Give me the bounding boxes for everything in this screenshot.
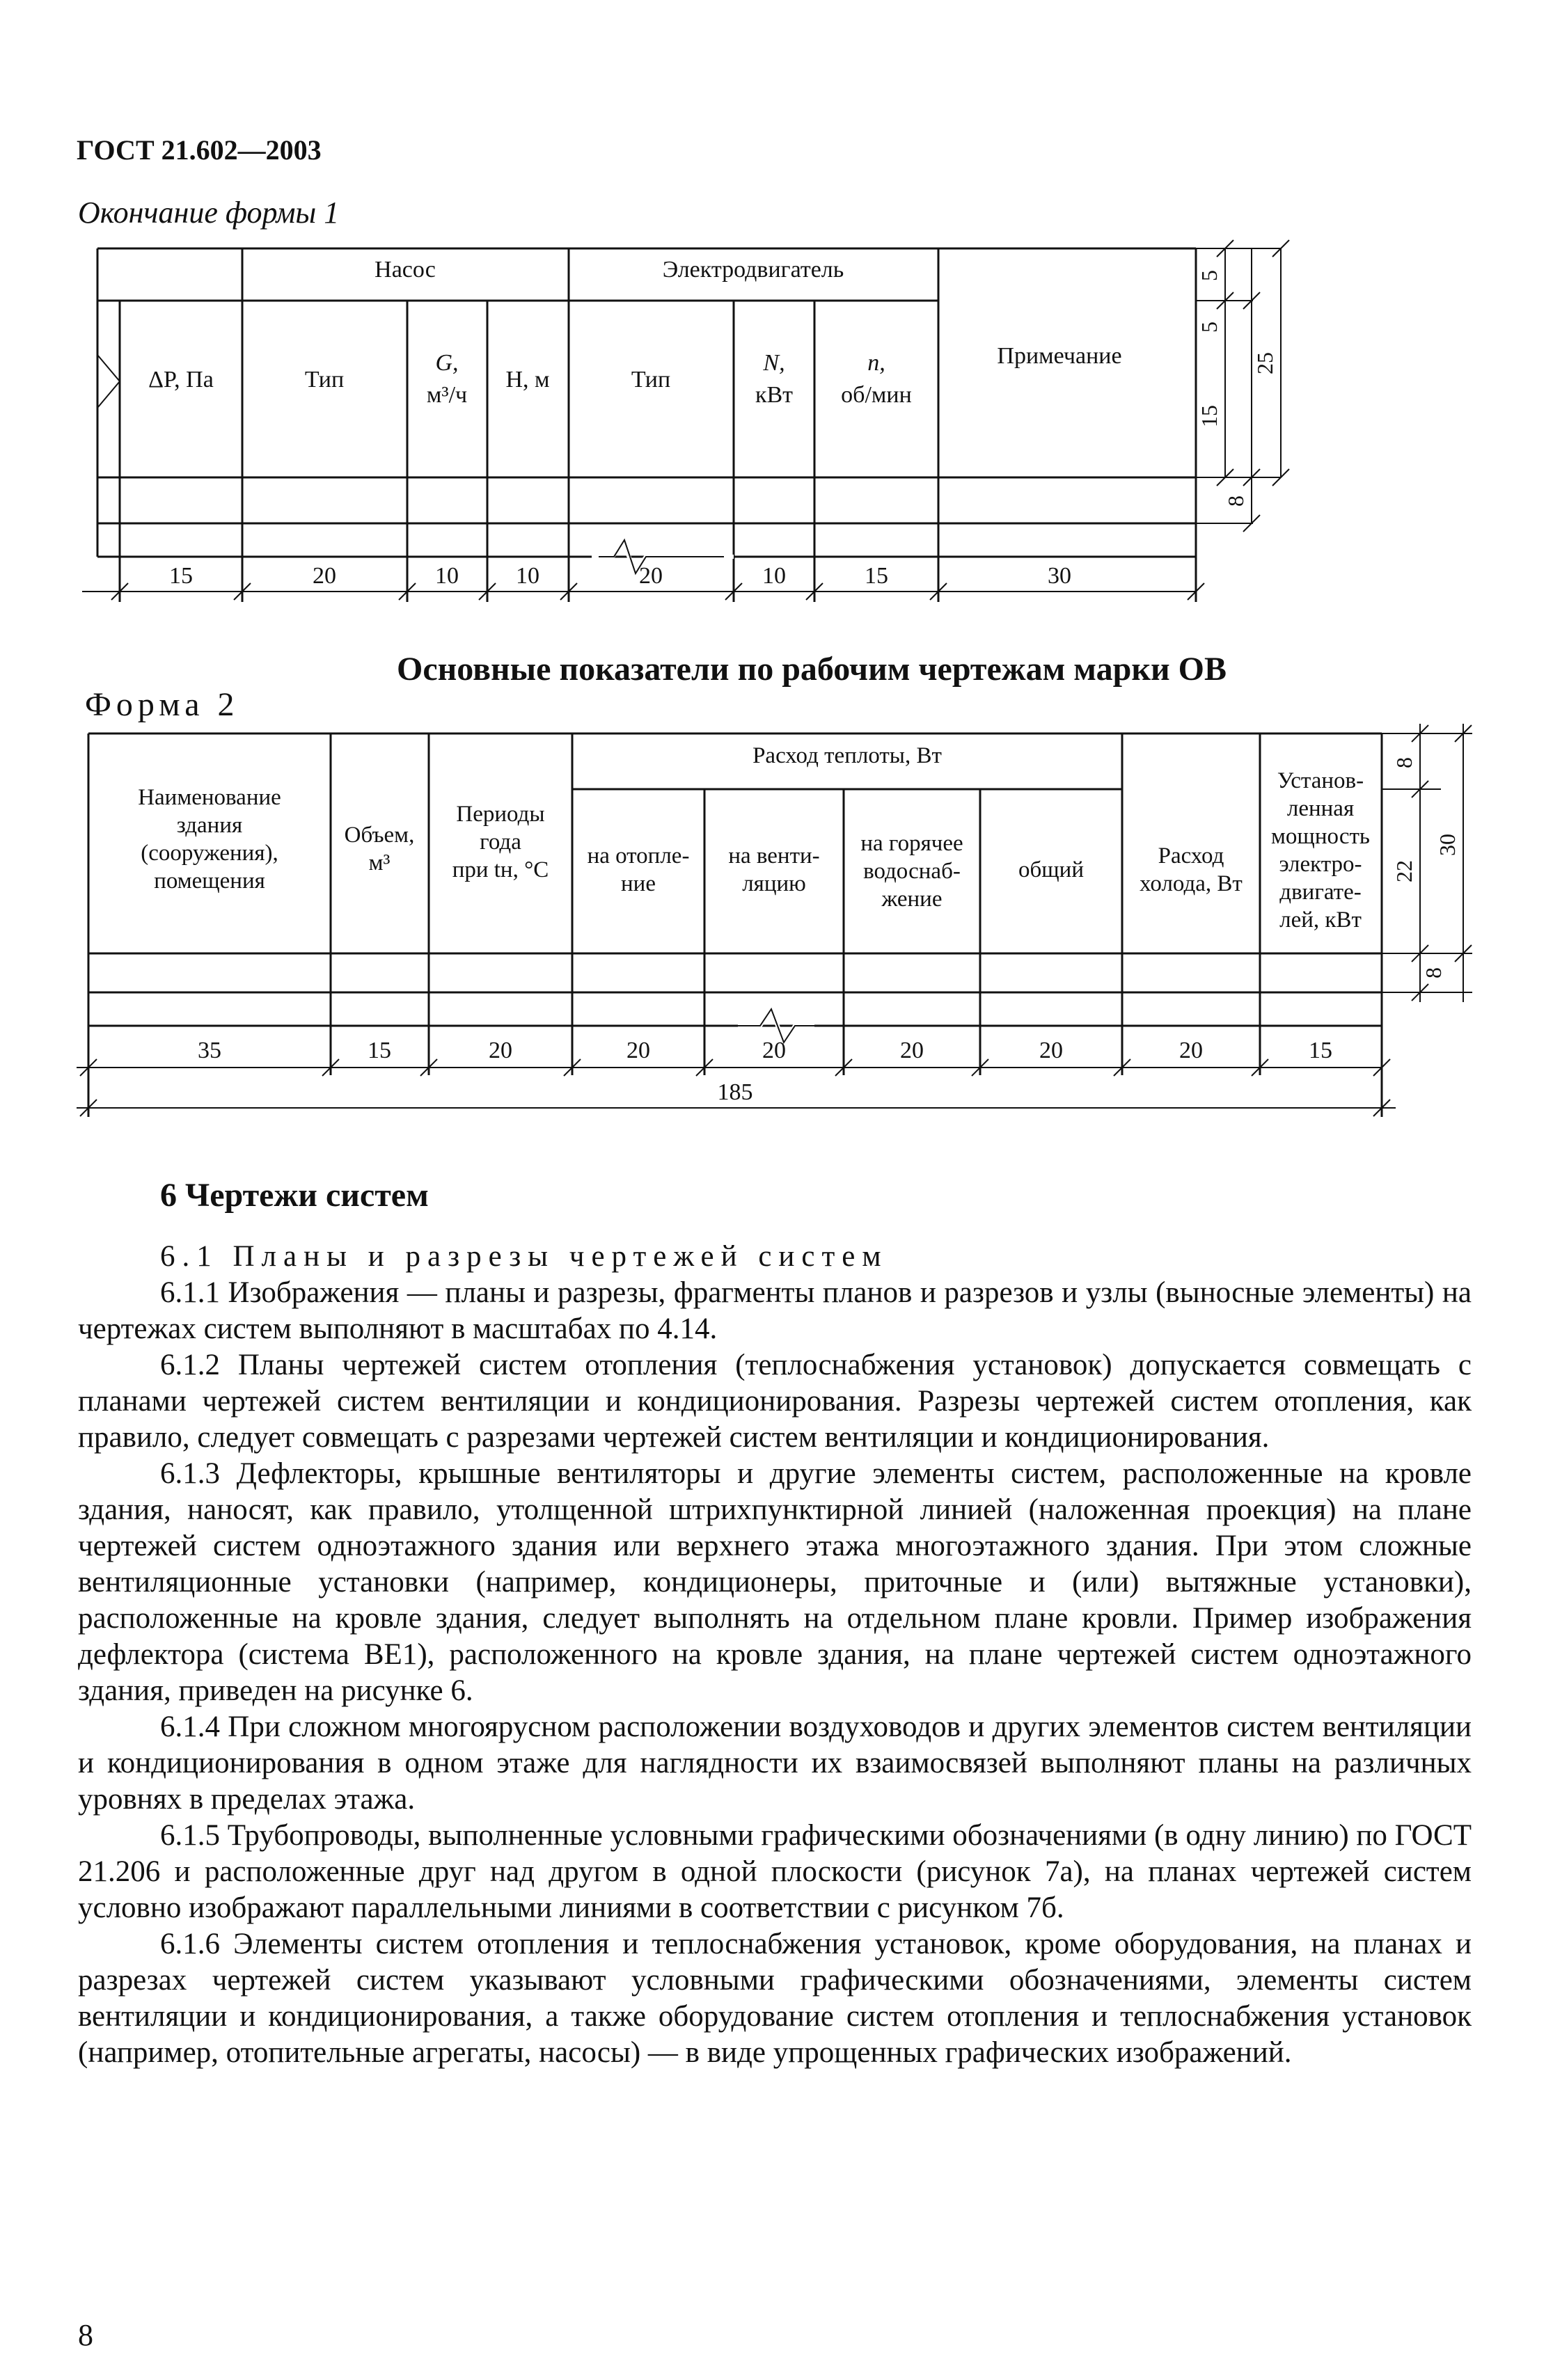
- form1-width-label: 10: [516, 563, 539, 589]
- form1-height-label: 25: [1252, 352, 1277, 374]
- form1-width-label: 15: [865, 563, 888, 589]
- form1-height-label: 15: [1197, 405, 1222, 427]
- note-column-header: Примечание: [997, 343, 1122, 369]
- form1-width-label: 10: [435, 563, 459, 589]
- form2-width-label: 35: [198, 1038, 221, 1063]
- hot-water-header-line: водоснаб-: [863, 859, 961, 884]
- speed-column-unit: об/мин: [841, 382, 912, 408]
- section-body: [78, 1239, 1472, 2071]
- form2-width-label: 15: [1309, 1038, 1332, 1063]
- form2-height-label: 30: [1435, 834, 1460, 856]
- cold-header-line: холода, Вт: [1140, 871, 1243, 896]
- page-number: 8: [78, 2318, 93, 2352]
- power-header-line: мощность: [1271, 824, 1370, 849]
- form1-height-label: 8: [1223, 495, 1248, 507]
- g-column-unit: м³/ч: [426, 382, 468, 408]
- name-header-line: помещения: [154, 868, 265, 894]
- form1-width-label: 20: [639, 563, 663, 589]
- form2-width-label: 20: [1039, 1038, 1063, 1063]
- form2-width-label: 20: [900, 1038, 924, 1063]
- paragraph: 6.1.6 Элементы систем отопления и теплоснабжения установок, кроме оборудования, на планах и разрезах чертежей систем указывают условными графическими обозначениями, элементы систем вентиляции и кондиционирования, а также оборудование систем отопления и теплоснабжения установок (например, отопительные агрегаты, насосы) — в виде упрощенных графических изображений.: [78, 1928, 1472, 2069]
- form2-width-label: 20: [626, 1038, 650, 1063]
- periods-header-line: года: [480, 830, 521, 855]
- periods-header-line: Периоды: [456, 802, 545, 827]
- form1-width-label: 30: [1048, 563, 1071, 589]
- subsection-title: 6.1 Планы и разрезы чертежей систем: [160, 1240, 888, 1273]
- paragraph: 6.1.5 Трубопроводы, выполненные условными графическими обозначениями (в одну линию) по ГОСТ 21.206 и расположенные друг над другом в одной плоскости (рисунок 7а), на планах чертежей систем условно изображают параллельными линиями в соответствии с рисунком 7б.: [78, 1819, 1472, 1924]
- power-column-unit: кВт: [755, 382, 794, 408]
- standard-header: ГОСТ 21.602—2003: [77, 134, 322, 166]
- pump-type-column-header: Тип: [304, 367, 345, 392]
- paragraph: 6.1.4 При сложном многоярусном расположении воздуховодов и других элементов систем вентиляции и кондиционирования в одном этаже для наглядности их взаимосвязей выполняют планы на различных уровнях в пределах этажа.: [78, 1711, 1472, 1816]
- form1-height-label: 5: [1197, 270, 1222, 281]
- power-column-header: N,: [763, 350, 785, 376]
- power-header-line: двигате-: [1279, 880, 1362, 905]
- name-header-line: Наименование: [138, 785, 281, 810]
- form2-height-label: 22: [1392, 860, 1417, 882]
- heating-header-line: на отопле-: [587, 843, 690, 868]
- form2-width-label: 20: [762, 1038, 786, 1063]
- form1-height-label: 5: [1197, 322, 1222, 333]
- heat-group-header: Расход теплоты, Вт: [752, 743, 942, 768]
- name-header-line: (сооружения),: [141, 841, 278, 866]
- form1-width-label: 20: [313, 563, 336, 589]
- volume-header-line: м³: [368, 850, 391, 875]
- power-header-line: Установ-: [1277, 768, 1364, 793]
- g-column-header: G,: [435, 350, 459, 376]
- form2-height-label: 8: [1421, 967, 1446, 978]
- name-header-line: здания: [176, 813, 243, 838]
- form2-label: Форма 2: [85, 686, 239, 723]
- ventilation-header-line: на венти-: [728, 843, 820, 868]
- paragraph: 6.1.3 Дефлекторы, крышные вентиляторы и другие элементы систем, расположенные на кровле здания, наносят, как правило, утолщенной штрихпунктирной линией (наложенная проекция) на плане чертежей систем одноэтажного здания или верхнего этажа многоэтажного здания. При этом сложные вентиляционные установки (например, кондиционеры, приточные и (или) вытяжные установки), расположенные на кровле здания, следует выполнять на отдельном плане кровли. Пример изображения дефлектора (система ВЕ1), расположенного на кровле здания, на плане чертежей систем одноэтажного здания, приведен на рисунке 6.: [78, 1457, 1472, 1707]
- form2-height-label: 8: [1392, 757, 1417, 768]
- power-header-line: электро-: [1279, 852, 1362, 877]
- form2-title: Основные показатели по рабочим чертежам марки ОВ: [397, 651, 1227, 688]
- ventilation-header-line: ляцию: [742, 871, 806, 896]
- volume-header-line: Объем,: [344, 823, 415, 848]
- hot-water-header-line: жение: [881, 887, 943, 912]
- motor-type-column-header: Тип: [631, 367, 671, 392]
- h-column-header: H, м: [505, 367, 550, 392]
- motor-group-header: Электродвигатель: [662, 257, 844, 283]
- heating-header-line: ние: [621, 871, 656, 896]
- form1-width-label: 10: [762, 563, 786, 589]
- pump-group-header: Насос: [375, 257, 436, 283]
- form2-width-label: 20: [1179, 1038, 1203, 1063]
- speed-column-header: n,: [867, 350, 885, 376]
- hot-water-header-line: на горячее: [860, 831, 963, 856]
- paragraph: 6.1.2 Планы чертежей систем отопления (теплоснабжения установок) допускается совмещать с планами чертежей систем вентиляции и кондиционирования. Разрезы чертежей систем отопления, как правило, следует совмещать с разрезами чертежей систем вентиляции и кондиционирования.: [78, 1349, 1472, 1454]
- power-header-line: ленная: [1286, 796, 1355, 821]
- form2-total-width-label: 185: [717, 1079, 753, 1105]
- form2-width-label: 15: [368, 1038, 391, 1063]
- power-header-line: лей, кВт: [1279, 907, 1362, 933]
- cold-header-line: Расход: [1158, 843, 1224, 868]
- form2-width-label: 20: [489, 1038, 512, 1063]
- form1-width-label: 15: [169, 563, 193, 589]
- section-title: 6 Чертежи систем: [160, 1177, 429, 1214]
- paragraph: 6.1.1 Изображения — планы и разрезы, фрагменты планов и разрезов и узлы (выносные элементы) на чертежах систем выполняют в масштабах по 4.14.: [78, 1276, 1472, 1345]
- periods-header-line: при tн, °C: [452, 857, 549, 882]
- dp-column-header: ΔP, Па: [148, 367, 214, 392]
- total-header: общий: [1018, 857, 1085, 882]
- form1-ending-caption: Окончание формы 1: [78, 196, 340, 230]
